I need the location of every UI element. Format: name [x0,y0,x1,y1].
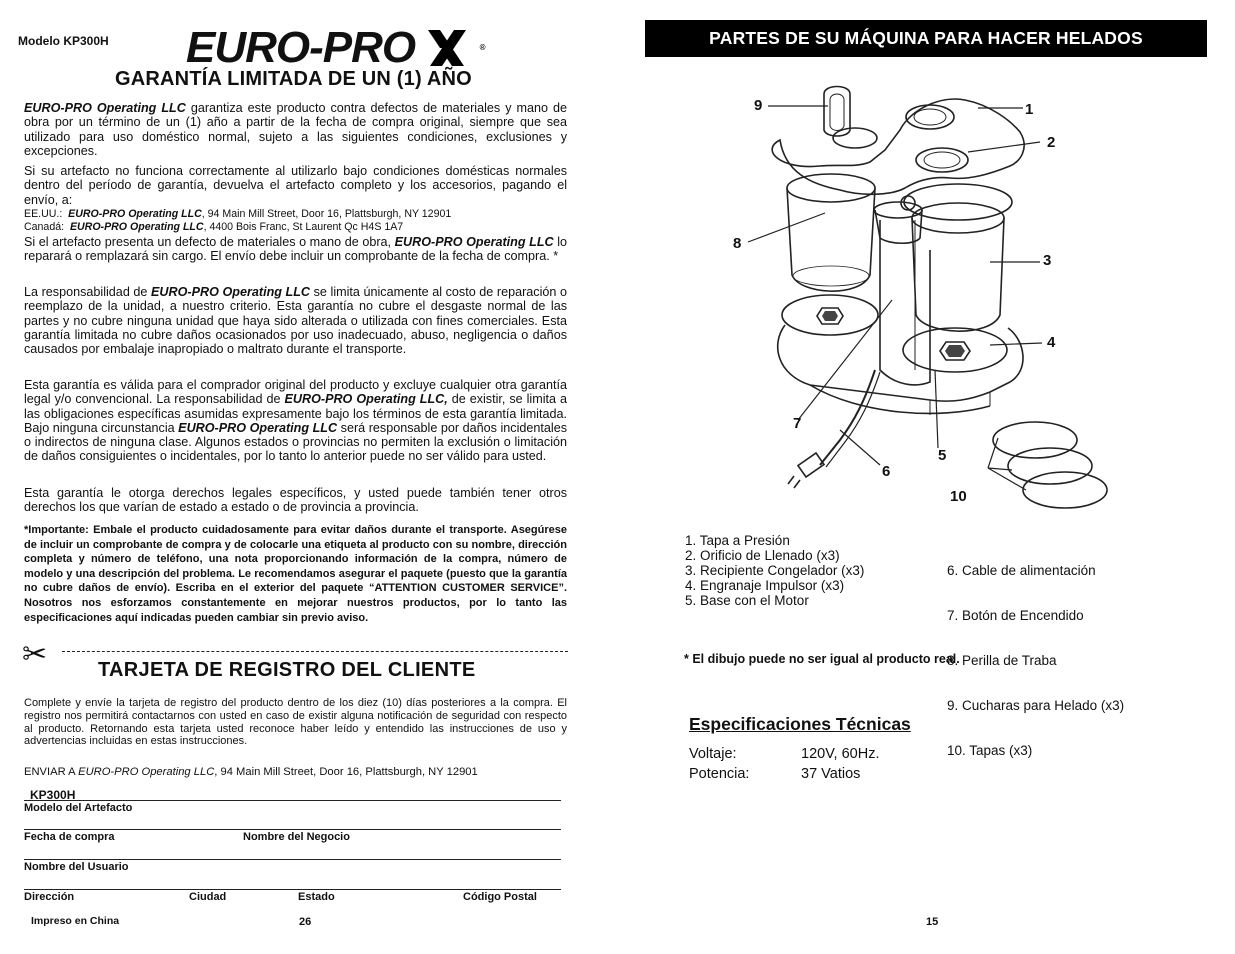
callout-7: 7 [793,415,802,432]
form-store-label: Nombre del Negocio [243,831,350,843]
registered-mark: ® [479,43,485,52]
send-to-brand: EURO-PRO Operating LLC [78,766,215,778]
warranty-paragraph-6: Esta garantía le otorga derechos legales específicos, y usted puede también tener otros derechos los que varían de estado a estado o de provincia a provincia. [24,486,567,515]
callout-1: 1 [1025,101,1034,118]
form-line-user[interactable] [24,845,561,860]
printed-in: Impreso en China [31,915,120,927]
parts-list-left [685,533,864,608]
spec-voltage-label: Voltaje: [689,746,737,762]
form-model-label: Modelo del Artefacto [24,802,133,814]
registration-title: TARJETA DE REGISTRO DEL CLIENTE [98,659,476,681]
callout-5: 5 [938,447,947,464]
paragraph-text: se limita únicamente al costo de reparación o reemplazo de la unidad, a nuestro criterio. Esta garantía no cubre el desgaste normal de las partes y no cubre ninguna unidad que haya sido alterada o utilizada con fines comerciales. Esta garantía limitada no cubre daños ocasionados por uso inadecuado, abuso, negligencia o daños causados por embalaje inapropiado o maltrato durante el transporte. [24,285,567,357]
part-item: 4. Engranaje Impulsor (x3) [685,578,845,593]
form-user-label: Nombre del Usuario [24,861,129,873]
parts-header: PARTES DE SU MÁQUINA PARA HACER HELADOS [645,20,1207,57]
warranty-paragraph-4 [24,285,567,356]
callout-2: 2 [1047,134,1056,151]
brand-name: EURO-PRO Operating LLC [394,235,554,249]
spec-voltage-value: 120V, 60Hz. [801,746,880,762]
paragraph-text: La responsabilidad de [24,285,152,299]
registration-text: Complete y envíe la tarjeta de registro del producto dentro de los diez (10) días posteriores a la compra. El registro nos permitirá contactarnos con usted en caso de existir alguna notificación de seguridad con respecto al producto. Retornando esta tarjeta usted reconoce haber leído y entendido las instrucciones de uso y advertencias incluidas en estas instrucciones. [24,697,567,748]
part-item: 5. Base con el Motor [685,593,809,608]
form-address-label: Dirección [24,891,75,903]
form-line-model[interactable] [24,786,561,801]
part-item: 3. Recipiente Congelador (x3) [685,563,865,578]
machine-illustration [690,70,1160,520]
callout-3: 3 [1043,252,1052,269]
address-us [24,208,567,221]
callout-10: 10 [950,488,967,505]
form-line-address[interactable] [24,875,561,890]
paragraph-text: garantiza este producto contra defectos de materiales y mano de obra por un término de un (1) año a partir de la fecha de compra original, siempre que sea utilizado para uso doméstico normal, sujeto a las siguientes condiciones, exclusiones y excepciones. [24,101,567,158]
logo-x-mark-icon [424,28,468,68]
warranty-paragraph-5 [24,378,567,464]
part-item: 1. Tapa a Presión [685,533,790,548]
address-us-label: EE.UU.: [24,208,63,220]
euro-pro-logo [186,23,485,72]
form-line-date-store[interactable] [24,815,561,830]
send-to-address: , 94 Main Mill Street, Door 16, Plattsburgh, NY 12901 [214,766,478,778]
paragraph-text: de existir, se limita a las obligaciones específicas asumidas expresamente bajo los términos de esta garantía limitada. Bajo ninguna circunstancia [24,392,567,435]
paragraph-text: Si el artefacto presenta un defecto de materiales o mano de obra, [24,235,395,249]
form-state-label: Estado [298,891,335,903]
warranty-paragraph-1 [24,101,567,158]
address-us-brand: EURO-PRO Operating LLC [68,208,202,220]
form-date-label: Fecha de compra [24,831,115,843]
ice-cream-machine-drawing [690,70,1160,520]
brand-name: EURO-PRO Operating LLC [178,420,338,435]
callout-9: 9 [754,97,763,114]
address-ca-brand: EURO-PRO Operating LLC [69,221,204,233]
part-item: 2. Orificio de Llenado (x3) [685,548,840,563]
warranty-title: GARANTÍA LIMITADA DE UN (1) AÑO [115,68,472,90]
send-to-prefix: ENVIAR A [24,766,79,778]
logo-text: EURO-PRO [186,23,416,72]
form-zip-label: Código Postal [463,891,537,903]
drawing-disclaimer: * El dibujo puede no ser igual al producto real. [684,652,960,666]
address-ca-label: Canadá: [24,221,65,233]
brand-name: EURO-PRO Operating LLC [24,101,186,115]
spec-power-label: Potencia: [689,766,750,782]
warranty-paragraph-2: Si su artefacto no funciona correctamente al utilizarlo bajo condiciones domésticas normales dentro del período de garantía, devuelva el artefacto completo y los accesorios, pagando el envío, a: [24,164,567,207]
brand-name: EURO-PRO Operating LLC [151,285,311,299]
specs-title: Especificaciones Técnicas [689,714,911,734]
scissors-icon: ✂ [22,638,48,671]
part-item: 10. Tapas (x3) [947,743,1033,758]
page-number-right: 15 [926,916,939,928]
part-item: 7. Botón de Encendido [947,608,1084,623]
paragraph-text: será responsable por daños incidentales o indirectos de ninguna clase. Algunos estados o provincias no permiten la exclusión o limitación de daños consiguientes o incidentales, por lo tanto lo anterior puede no ser válido para usted. [24,420,567,464]
cut-line [62,651,568,652]
part-item: 9. Cucharas para Helado (x3) [947,698,1125,713]
important-note: *Importante: Embale el producto cuidadosamente para evitar daños durante el transporte. Asegúrese de incluir un comprobante de compra y de colocarle una etiqueta al producto con su nombre, dirección completa y número de teléfono, una nota proporcionando información de la compra, número de modelo y una descripción del problema. Le recomendamos asegurar el paquete (puesto que la garantía no cubre daños de envío). Escriba en el exterior del paquete “ATTENTION CUSTOMER SERVICE”. Nosotros nos esforzamos constantemente en mejorar nuestros productos, por lo tanto las especificaciones aquí indicadas pueden cambiar sin previo aviso. [24,524,567,624]
parts-list-right [947,533,1124,773]
callout-8: 8 [733,235,742,252]
paragraph-text: lo reparará o remplazará sin cargo. El envío debe incluir un comprobante de la fecha de compra. * [24,235,568,264]
brand-name: EURO-PRO Operating LLC, [284,392,448,407]
part-item: 8. Perilla de Traba [947,653,1057,668]
warranty-paragraph-3 [24,235,567,264]
callout-4: 4 [1047,334,1056,351]
paragraph-text: Esta garantía es válida para el comprador original del producto y excluye cualquier otra garantía legal y/o convencional. La responsabilidad de [24,378,567,407]
callout-6: 6 [882,463,891,480]
address-us-text: , 94 Main Mill Street, Door 16, Plattsburgh, NY 12901 [201,208,452,220]
model-tag: Modelo KP300H [18,34,109,48]
send-to-line [24,766,567,779]
page-number-left: 26 [299,916,312,928]
form-model-value: KP300H [30,788,76,802]
spec-power-value: 37 Vatios [801,766,861,782]
form-city-label: Ciudad [189,891,227,903]
address-canada [24,221,567,234]
part-item: 6. Cable de alimentación [947,563,1096,578]
address-ca-text: , 4400 Bois Franc, St Laurent Qc H4S 1A7 [203,221,404,233]
